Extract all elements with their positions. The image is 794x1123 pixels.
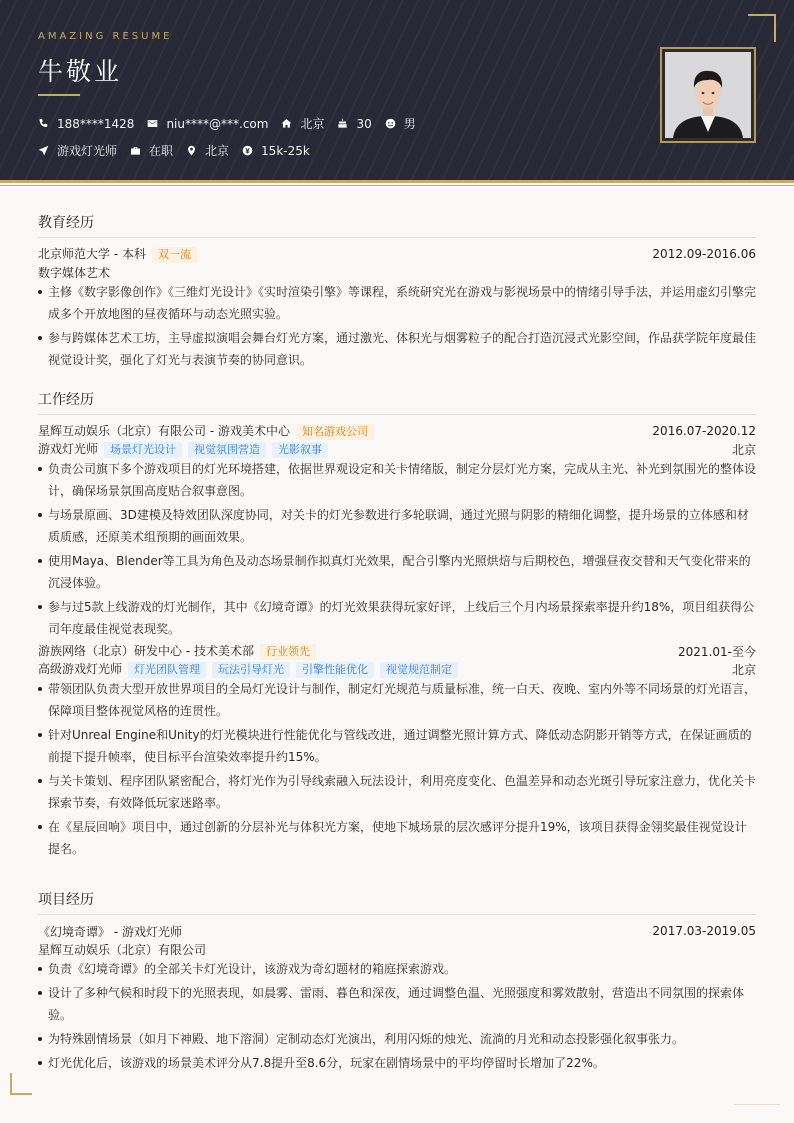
company-tag: 知名游戏公司 (296, 424, 374, 440)
status-text: 在职 (149, 144, 174, 158)
job-bullets (38, 678, 756, 860)
education-head (38, 245, 756, 263)
job-head (38, 422, 756, 440)
major-name: 数字媒体艺术 (38, 265, 111, 280)
list-item: 负责公司旗下多个游戏项目的灯光环境搭建，依据世界观设定和关卡情绪版，制定分层灯光方案，完成从主光、补光到氛围光的整体设计，确保场景氛围高度贴合叙事意图。 (38, 458, 756, 502)
education-date: 2012.09-2016.06 (652, 247, 756, 261)
info-position (38, 142, 117, 159)
role-tag: 场景灯光设计 (104, 442, 182, 458)
list-item: 与关卡策划、程序团队紧密配合，将灯光作为引导线索融入玩法设计，利用亮度变化、色温差异和动态光斑引导玩家注意力，优化关卡探索节奏，有效降低玩家迷路率。 (38, 770, 756, 814)
list-item: 参与跨媒体艺术工坊，主导虚拟演唱会舞台灯光方案，通过激光、体积光与烟雾粒子的配合打造沉浸式光影空间，作品获学院年度最佳视觉设计奖，强化了灯光与表演节奏的协同意识。 (38, 327, 756, 371)
role-tag: 视觉规范制定 (380, 662, 458, 678)
education-title: 教育经历 (38, 212, 756, 238)
list-item: 针对Unreal Engine和Unity的灯光模块进行性能优化与管线改进，通过调整光照计算方式、降低动态阴影开销等方式，在保证画质的前提下提升帧率，使目标平台渲染效率提升约15%。 (38, 724, 756, 768)
job-head (38, 642, 756, 660)
job-role: 游戏灯光师 (38, 442, 99, 456)
info-status (130, 142, 173, 159)
list-item: 与场景原画、3D建模及特效团队深度协同，对关卡的灯光参数进行多轮联调，通过光照与阴影的精细化调整，提升场景的立体感和材质质感，还原美术组预期的画面效果。 (38, 504, 756, 548)
list-item: 主修《数字影像创作》《三维灯光设计》《实时渲染引擎》等课程，系统研究光在游戏与影视场景中的情绪引导手法，并运用虚幻引擎完成多个开放地图的昼夜循环与动态光照实验。 (38, 281, 756, 325)
job-intent-row (38, 142, 323, 159)
company-name: 游族网络（北京）研发中心 - 技术美术部 (38, 644, 254, 658)
job-city: 北京 (731, 442, 756, 457)
company-tag: 行业领先 (260, 644, 316, 660)
job-entry (38, 642, 756, 860)
list-item: 负责《幻境奇谭》的全部关卡灯光设计，该游戏为奇幻题材的箱庭探索游戏。 (38, 958, 756, 980)
list-item: 灯光优化后，该游戏的场景美术评分从7.8提升至8.6分，玩家在剧情场景中的平均停留时长增加了22%。 (38, 1052, 756, 1074)
gender-icon (385, 118, 396, 129)
project-bullets (38, 958, 756, 1074)
job-role: 高级游戏灯光师 (38, 662, 123, 676)
send-icon (38, 145, 49, 156)
education-major-row (38, 263, 756, 281)
list-item: 设计了多种气候和时段下的光照表现，如晨雾、雷雨、暮色和深夜，通过调整色温、光照强度和雾效散射，营造出不同氛围的探索体验。 (38, 982, 756, 1026)
salary-text: 15k-25k (261, 143, 310, 158)
phone-icon (38, 118, 49, 129)
hometown-text: 北京 (300, 117, 325, 131)
contact-row (38, 115, 429, 132)
corner-ornament (10, 1073, 32, 1095)
profile-photo (665, 52, 751, 138)
job-date: 2021.01-至今 (678, 644, 756, 659)
list-item: 带领团队负责大型开放世界项目的全局灯光设计与制作，制定灯光规范与质量标准，统一白天、夜晚、室内外等不同场景的灯光语言，保障项目整体视觉风格的连贯性。 (38, 678, 756, 722)
age-text: 30 (356, 116, 372, 131)
briefcase-icon (130, 145, 141, 156)
list-item: 参与过5款上线游戏的灯光制作，其中《幻境奇谭》的灯光效果获得玩家好评，上线后三个月内场景探索率提升约18%，项目组获得公司年度最佳视觉表现奖。 (38, 596, 756, 640)
company-name: 星辉互动娱乐（北京）有限公司 - 游戏美术中心 (38, 424, 290, 438)
role-tag: 引擎性能优化 (296, 662, 374, 678)
education-bullets (38, 281, 756, 371)
job-date: 2016.07-2020.12 (652, 424, 756, 438)
project-head (38, 922, 756, 940)
list-item: 为特殊剧情场景（如月下神殿、地下溶洞）定制动态灯光演出，利用闪烁的烛光、流淌的月光和动态投影强化叙事张力。 (38, 1028, 756, 1050)
work-section (38, 389, 756, 862)
list-item: 使用Maya、Blender等工具为角色及动态场景制作拟真灯光效果，配合引擎内光照烘焙与后期校色，增强昼夜交替和天气变化带来的沉浸体验。 (38, 550, 756, 594)
info-hometown (281, 115, 324, 132)
project-company: 星辉互动娱乐（北京）有限公司 (38, 942, 207, 957)
email-text: niu****@***.com (166, 116, 269, 131)
info-city (186, 142, 229, 159)
mail-icon (147, 118, 158, 129)
name-underline (38, 94, 80, 96)
role-tag: 灯光团队管理 (128, 662, 206, 678)
footer-divider (734, 1104, 780, 1105)
gender-text: 男 (403, 117, 416, 131)
info-salary (242, 144, 310, 158)
header-kicker: AMAZING RESUME (38, 31, 173, 42)
position-text: 游戏灯光师 (57, 144, 118, 158)
info-email (147, 117, 268, 131)
project-company-row (38, 940, 756, 958)
home-icon (281, 118, 292, 129)
info-phone (38, 117, 134, 131)
job-entry (38, 422, 756, 640)
location-pin-icon (186, 145, 197, 156)
candidate-name: 牛敬业 (38, 57, 123, 86)
resume-header (0, 0, 794, 183)
job-city: 北京 (731, 662, 756, 677)
salary-icon (242, 145, 253, 156)
info-gender (385, 115, 416, 132)
project-name: 《幻境奇谭》 - 游戏灯光师 (38, 924, 182, 939)
job-bullets (38, 458, 756, 640)
role-tag: 视觉氛围营造 (188, 442, 266, 458)
phone-text: 188****1428 (57, 116, 135, 131)
projects-section (38, 889, 756, 1076)
info-age (337, 117, 371, 131)
city-text: 北京 (205, 144, 230, 158)
projects-title: 项目经历 (38, 889, 756, 915)
school-tag: 双一流 (152, 247, 197, 263)
role-tag: 光影叙事 (272, 442, 328, 458)
role-tag: 玩法引导灯光 (212, 662, 290, 678)
education-section (38, 212, 756, 373)
project-date: 2017.03-2019.05 (652, 924, 756, 938)
corner-ornament (748, 14, 776, 42)
job-role-row (38, 660, 756, 678)
school-name: 北京师范大学 - 本科 (38, 247, 146, 261)
list-item: 在《星辰回响》项目中，通过创新的分层补光与体积光方案，使地下城场景的层次感评分提升19%，该项目获得金翎奖最佳视觉设计提名。 (38, 816, 756, 860)
work-title: 工作经历 (38, 389, 756, 415)
profile-photo-frame (660, 47, 756, 143)
job-role-row (38, 440, 756, 458)
cake-icon (337, 118, 348, 129)
